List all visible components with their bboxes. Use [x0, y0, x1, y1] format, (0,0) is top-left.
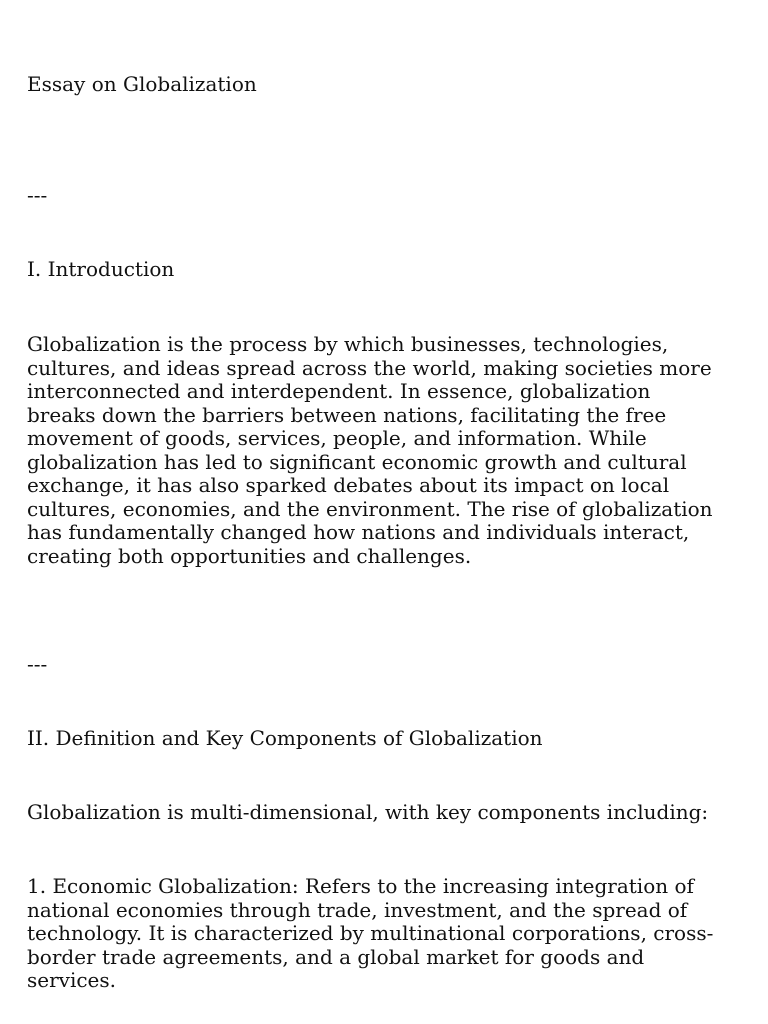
- paragraph-line: 1. Economic Globalization: Refers to the increasing integration of: [27, 874, 694, 898]
- paragraph-line: border trade agreements, and a global market for goods and: [27, 944, 645, 969]
- paragraph-line: Globalization is the process by which businesses, technologies,: [27, 332, 669, 356]
- paragraph-line: creating both opportunities and challenges.: [27, 543, 472, 568]
- section-heading-definition: II. Definition and Key Components of Globalization: [27, 726, 543, 750]
- list-item-economic-globalization: [27, 875, 727, 993]
- section-heading-introduction: I. Introduction: [27, 257, 175, 281]
- paragraph-line: globalization has led to significant economic growth and cultural: [27, 449, 687, 474]
- introduction-paragraph: [27, 333, 727, 568]
- section-divider: ---: [27, 183, 48, 207]
- paragraph-line: cultures, and ideas spread across the world, making societies more: [27, 355, 712, 380]
- definition-intro: Globalization is multi-dimensional, with key components including:: [27, 800, 709, 824]
- paragraph-line: breaks down the barriers between nations, facilitating the free: [27, 402, 667, 427]
- paragraph-line: exchange, it has also sparked debates about its impact on local: [27, 473, 670, 497]
- paragraph-line: cultures, economies, and the environment. The rise of globalization: [27, 496, 713, 521]
- document-title: Essay on Globalization: [27, 72, 257, 96]
- paragraph-line: has fundamentally changed how nations and individuals interact,: [27, 520, 690, 544]
- paragraph-line: national economies through trade, investment, and the spread of: [27, 897, 688, 922]
- paragraph-line: movement of goods, services, people, and information. While: [27, 426, 647, 450]
- paragraph-line: interconnected and interdependent. In essence, globalization: [27, 379, 651, 403]
- paragraph-line: technology. It is characterized by multinational corporations, cross-: [27, 921, 714, 945]
- section-divider: ---: [27, 652, 48, 676]
- paragraph-line: services.: [27, 968, 117, 992]
